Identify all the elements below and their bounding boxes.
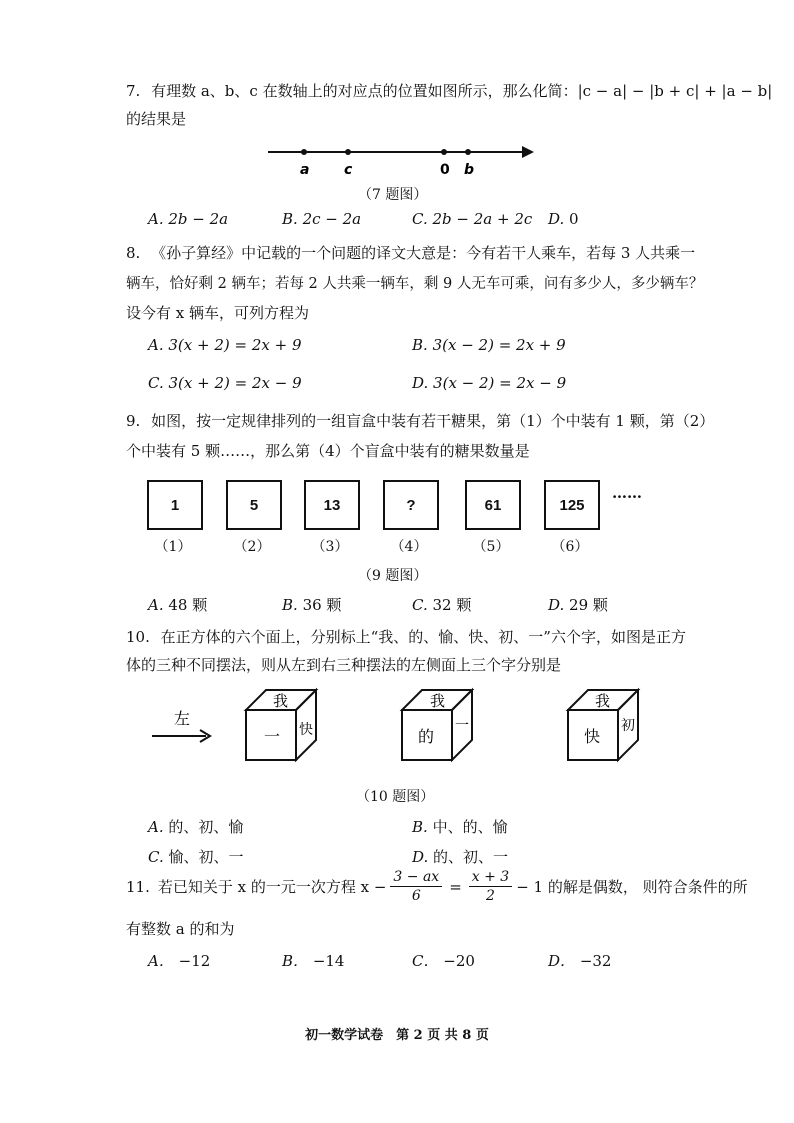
q7-option-c: C. 2b − 2a + 2c [412,210,533,228]
q8-option-a: A. 3(x + 2) = 2x + 9 [148,336,302,354]
label-c: c [344,162,353,178]
number-line-arrow-icon [522,146,534,158]
q8-option-d: D. 3(x − 2) = 2x − 9 [412,374,567,392]
q7-option-d: D. 0 [548,210,579,228]
q11-stem-line1: 11. 若已知关于 x 的一元一次方程 x − $\frac{3 - ax}{6}$ = $\frac{x + 3}{2}$ − 1 的解是偶数， 则符合条件的所 [126,869,748,904]
q8-stem-line3: 设今有 x 辆车，可列方程为 [126,304,309,322]
candy-box: 1 [147,480,203,530]
q11-option-a: A． −12 [148,952,211,970]
point-c [345,149,351,155]
label-a: a [300,162,310,178]
q7-stem-line2: 的结果是 [126,110,187,128]
cube-2-top: 我 [430,692,446,710]
q11-stem-pre: 若已知关于 x 的一元一次方程 x − [157,878,387,896]
box-caption: （1） [154,539,192,555]
q9-number: 9. [126,412,141,430]
q11-stem-line2: 有整数 a 的和为 [126,920,235,938]
candy-box: 5 [226,480,282,530]
q8-stem-line1: 8. 《孙子算经》中记载的一个问题的译文大意是：今有若干人乘车，若每 3 人共乘一 [126,244,696,262]
q11-option-c: C． −20 [412,952,475,970]
candy-box: ? [383,480,439,530]
q11-option-d: D． −32 [548,952,612,970]
candy-box: 13 [304,480,360,530]
cube-1-top: 我 [273,692,289,710]
q10-caption: （10 题图） [356,789,435,805]
q8-option-b: B. 3(x − 2) = 2x + 9 [412,336,566,354]
arrow-label-left: 左 [174,709,191,728]
q9-caption: （9 题图） [358,568,428,584]
q7-number: 7. [126,82,141,100]
q10-stem-line2: 体的三种不同摆法，则从左到右三种摆法的左侧面上三个字分别是 [126,656,562,674]
cube-3-top: 我 [595,692,611,710]
page-footer: 初一数学试卷 第 2 页 共 8 页 [305,1028,489,1043]
q9-option-a: A. 48 颗 [148,596,208,614]
q10-option-c: C. 愉、初、一 [148,848,244,866]
q7-option-b: B. 2c − 2a [282,210,362,228]
box-caption: （4） [390,539,428,555]
cube-2-front: 的 [418,727,435,746]
box-caption: （3） [311,539,349,555]
q8-stem-line2: 辆车，恰好剩 2 辆车；若每 2 人共乘一辆车，剩 9 人无车可乘，问有多少人，多少辆车？ [126,276,704,292]
box-caption: （2） [233,539,271,555]
q10-option-d: D. 的、初、一 [412,848,509,866]
q9-option-d: D. 29 颗 [548,596,608,614]
q11-stem-post: − 1 的解是偶数， 则符合条件的所 [516,878,748,896]
q9-ellipsis: …… [612,484,642,502]
candy-box: 125 [544,480,600,530]
cube-3-right: 初 [621,718,635,734]
box-caption: （5） [472,539,510,555]
q11-option-b: B． −14 [282,952,345,970]
cube-3-front: 快 [584,727,601,746]
q8-option-c: C. 3(x + 2) = 2x − 9 [148,374,302,392]
q7-option-a: A. 2b − 2a [148,210,229,228]
q9-stem-line1: 9. 如图，按一定规律排列的一组盲盒中装有若干糖果，第（1）个中装有 1 颗，第（2） [126,412,715,430]
cube-2-right: 一 [455,718,469,734]
q10-stem-line1: 10. 在正方体的六个面上，分别标上“我、的、愉、快、初、一”六个字，如图是正方 [126,628,686,646]
cube-1-front: 一 [264,727,281,746]
q9-option-b: B. 36 颗 [282,596,342,614]
q7-stem-a: 有理数 a、b、c 在数轴上的对应点的位置如图所示，那么化简：|c − a| − |b + c| + |a − b| [151,82,773,100]
q7-caption: （7 题图） [358,187,428,203]
point-b [465,149,471,155]
cube-1-right: 快 [299,722,313,738]
q10-number: 10. [126,628,150,646]
q10-option-b: B. 中、的、愉 [412,818,508,836]
q11-fraction-2: $\frac{x + 3}{2}$ [469,868,512,905]
label-zero: 0 [440,162,450,178]
point-zero [441,149,447,155]
q8-number: 8. [126,244,141,262]
q11-fraction-1: $\frac{3 - ax}{6}$ [390,868,442,905]
q7-stem-line1 [126,80,772,101]
q7-number-line [260,140,550,182]
q10-cubes-figure [140,684,660,784]
q9-stem-line2: 个中装有 5 颗……，那么第（4）个盲盒中装有的糖果数量是 [126,442,530,460]
point-a [301,149,307,155]
candy-box: 61 [465,480,521,530]
label-b: b [464,162,475,178]
q9-option-c: C. 32 颗 [412,596,472,614]
q10-option-a: A. 的、初、愉 [148,818,244,836]
q11-number: 11. [126,877,150,896]
box-caption: （6） [551,539,589,555]
